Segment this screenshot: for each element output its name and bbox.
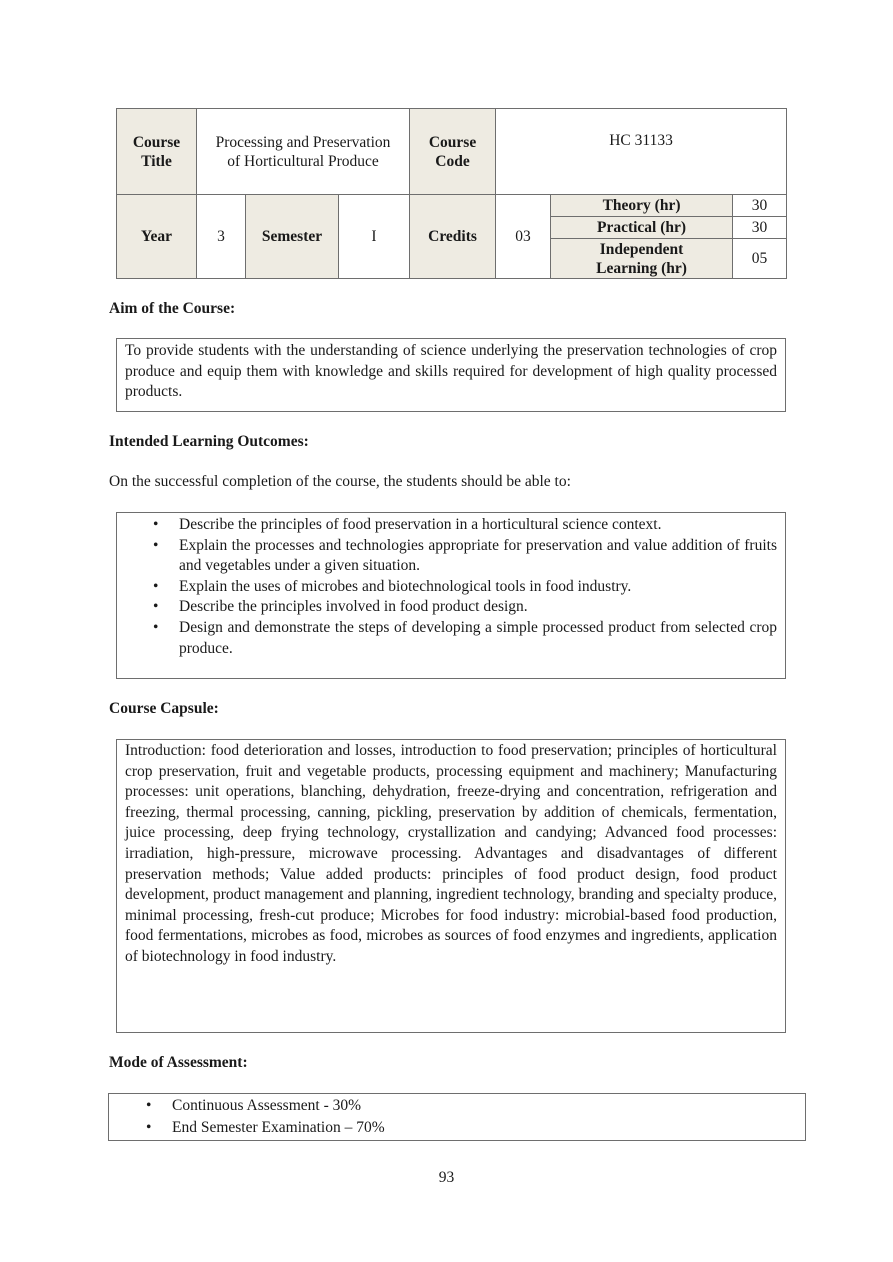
bullet-icon: • [146,1097,152,1114]
bullet-icon: • [153,618,159,636]
outcome-item: • Describe the principles of food preservation in a horticultural science context. [179,515,777,536]
credits-value: 03 [496,195,551,279]
bullet-icon: • [153,577,159,595]
bullet-icon: • [153,598,159,616]
course-title-value: Processing and Preservation of Horticultural Produce [197,109,410,195]
outcome-item: • Describe the principles involved in food product design. [179,597,777,618]
outcome-item: • Explain the uses of microbes and biotechnological tools in food industry. [179,577,777,598]
independent-hours-label: Independent Learning (hr) [551,239,733,279]
theory-hours-label: Theory (hr) [551,195,733,217]
year-label: Year [117,195,197,279]
assessment-list [146,1095,797,1139]
capsule-text: Introduction: food deterioration and losses, introduction to food preservation; principles of horticultural crop preservation, fruit and vegetable products, processing equipment and machinery; Manufacturing processes: unit operations, blanching, dehydration, freeze-drying and concentration, refrigeration and freezing, thermal processing, canning, pickling, preservation by addition of chemicals, fermentation, juice processing, deep frying technology, crystallization and candying; Advanced food processes: irradiation, high-pressure, microwave processing. Advantages and disadvantages of different preservation methods; Value added products: principles of food product design, food product development, product management and planning, ingredient technology, branding and specialty produce, minimal processing, fresh-cut produce; Microbes for food industry: microbial-based food production, food fermentations, microbes as food, microbes as sources of food enzymes and ingredients, application of biotechnology in food industry. [125,742,777,965]
course-info-table [116,108,787,279]
aim-text: To provide students with the understanding of science underlying the preservation technologies of crop produce and equip them with knowledge and skills required for development of high quality processed products. [125,342,777,401]
outcomes-box [116,512,786,679]
assessment-box [108,1093,806,1141]
course-code-value: HC 31133 [496,109,787,195]
year-value: 3 [197,195,246,279]
assessment-heading: Mode of Assessment: [109,1054,248,1071]
outcome-item: • Explain the processes and technologies appropriate for preservation and value addition of fruits and vegetables under a given situation. [153,536,777,575]
aim-box [116,338,786,412]
outcomes-list [153,515,777,659]
credits-label: Credits [410,195,496,279]
capsule-box [116,739,786,1033]
semester-value: I [339,195,410,279]
capsule-heading: Course Capsule: [109,700,219,717]
course-code-label: Course Code [410,109,496,195]
page-number: 93 [438,1169,455,1186]
semester-label: Semester [246,195,339,279]
independent-hours-value: 05 [733,239,787,279]
theory-hours-value: 30 [733,195,787,217]
bullet-icon: • [146,1119,152,1136]
course-title-label: Course Title [117,109,197,195]
practical-hours-label: Practical (hr) [551,217,733,239]
practical-hours-value: 30 [733,217,787,239]
outcome-item: • Design and demonstrate the steps of developing a simple processed product from selected crop produce. [153,618,777,657]
assessment-item: • End Semester Examination – 70% [172,1117,797,1139]
bullet-icon: • [153,516,159,533]
aim-heading: Aim of the Course: [109,300,236,317]
assessment-item: • Continuous Assessment - 30% [172,1095,797,1117]
outcomes-intro: On the successful completion of the course, the students should be able to: [109,473,571,490]
outcomes-heading: Intended Learning Outcomes: [109,433,309,450]
bullet-icon: • [153,536,159,554]
